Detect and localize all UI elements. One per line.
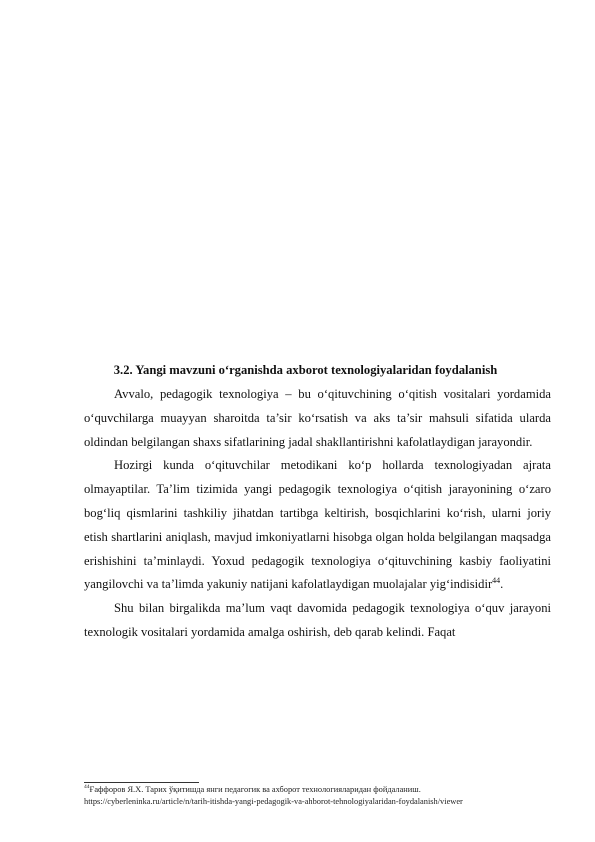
body-text: [84, 383, 551, 645]
paragraph-2-tail: .: [500, 577, 504, 592]
footnote-citation-line: [84, 784, 554, 796]
footnote-url[interactable]: https://cyberleninka.ru/article/n/tarih-itishda-yangi-pedagogik-va-ahborot-tehnologiyalaridan-foydalanish/viewer: [84, 796, 463, 806]
paragraph-2-text: Hozirgi kunda o‘qituvchilar metodikani ko‘p hollarda texnologiyadan ajrata olmayaptilar. Ta’lim tizimida yangi pedagogik texnologiya o‘qitish jarayonining o‘zaro bog‘liq qismlarini tashkiliy jihatdan tartibga keltirish, bosqichlarini ko‘rish, ularni joriy etish shartlarini aniqlash, mavjud imkoniyatlarni hisobga olgan holda belgilangan maqsadga erishishini ta’minlaydi. Yoxud pedagogik texnologiya o‘qituvchining kasbiy faoliyatini yangilovchi va ta’limda yakuniy natijani kafolatlaydigan muolajalar yig‘indisidir: [84, 458, 551, 592]
footnote-reference[interactable]: 44: [492, 576, 501, 586]
paragraph-1: [84, 383, 551, 454]
footnote-mark: 44: [84, 784, 90, 791]
footnote-divider: [84, 782, 199, 783]
section-heading: 3.2. Yangi mavzuni o‘rganishda axborot texnologiyalaridan foydalanish: [113, 363, 498, 377]
footnote: [84, 784, 554, 807]
paragraph-3: [84, 597, 551, 645]
paragraph-1-text: Avvalo, pedagogik texnologiya – bu o‘qituvchining o‘qitish vositalari yordamida o‘quvchilarga muayyan sharoitda ta’sir ko‘rsatish va aks ta’sir mahsuli sifatida ularda oldindan belgilangan shaxs sifatlarining jadal shakllantirishni kafolatlaydigan jarayondir.: [84, 387, 551, 449]
paragraph-2: [84, 454, 551, 597]
paragraph-3-text: Shu bilan birgalikda ma’lum vaqt davomida pedagogik texnologiya o‘quv jarayoni texnologik vositalari yordamida amalga oshirish, deb qarab kelindi. Faqat: [84, 601, 551, 639]
footnote-citation: Ғаффоров Я.Х. Тарих ўқитишда янги педагогик ва ахборот технологияларидан фойдаланиш.: [89, 785, 421, 794]
